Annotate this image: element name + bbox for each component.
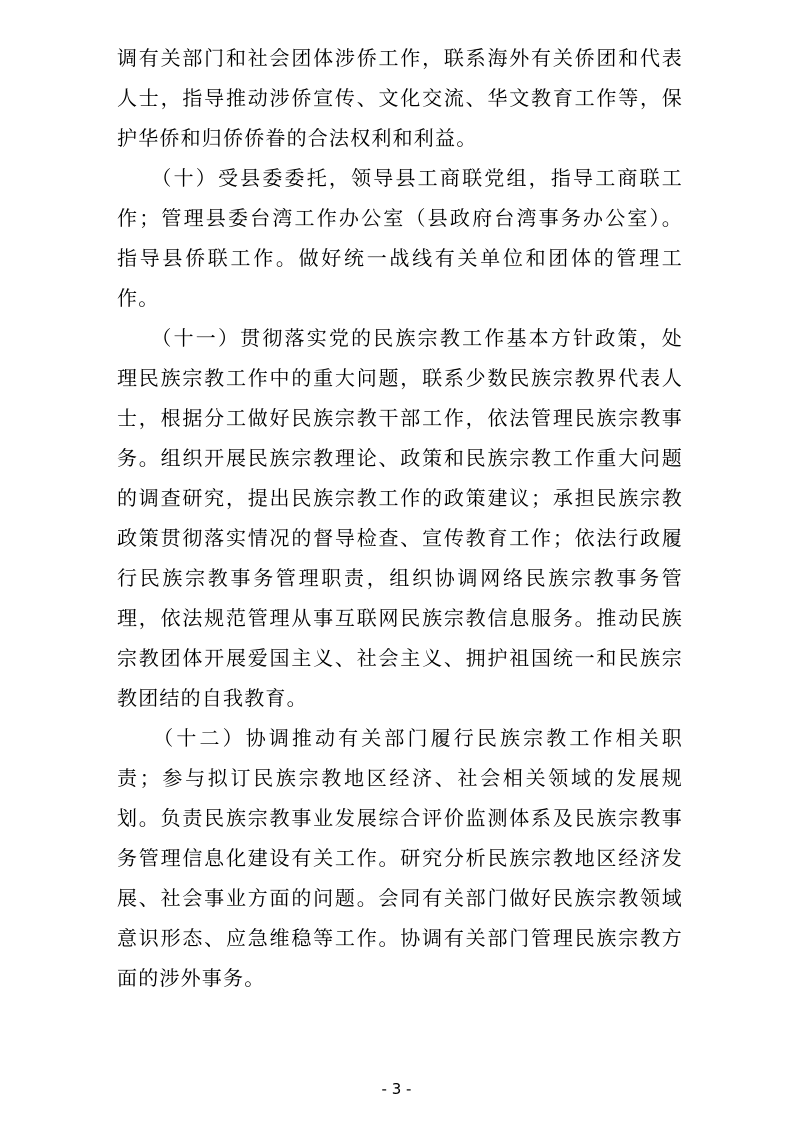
- text-line: 责；参与拟订民族宗教地区经济、社会相关领域的发展规: [117, 766, 683, 790]
- page-number: - 3 -: [381, 1080, 412, 1098]
- text-line: 调有关部门和社会团体涉侨工作，联系海外有关侨团和代表: [117, 46, 683, 70]
- text-line: 士，根据分工做好民族宗教干部工作，依法管理民族宗教事: [117, 406, 683, 430]
- text-line: 意识形态、应急维稳等工作。协调有关部门管理民族宗教方: [117, 926, 683, 950]
- text-line: （十）受县委委托，领导县工商联党组，指导工商联工: [117, 166, 683, 190]
- text-line: （十二）协调推动有关部门履行民族宗教工作相关职: [117, 726, 683, 750]
- text-line: 人士，指导推动涉侨宣传、文化交流、华文教育工作等，保: [117, 86, 683, 110]
- text-line: 的调查研究，提出民族宗教工作的政策建议；承担民族宗教: [117, 486, 683, 510]
- text-line: 划。负责民族宗教事业发展综合评价监测体系及民族宗教事: [117, 806, 683, 830]
- text-line: 展、社会事业方面的问题。会同有关部门做好民族宗教领域: [117, 886, 683, 910]
- text-line: 宗教团体开展爱国主义、社会主义、拥护祖国统一和民族宗: [117, 646, 683, 670]
- text-line: 政策贯彻落实情况的督导检查、宣传教育工作；依法行政履: [117, 526, 683, 550]
- text-line: 理民族宗教工作中的重大问题，联系少数民族宗教界代表人: [117, 366, 683, 390]
- body-text: [117, 38, 683, 998]
- text-line: 理，依法规范管理从事互联网民族宗教信息服务。推动民族: [117, 606, 683, 630]
- paragraph-item-12: [117, 718, 683, 998]
- paragraph-overseas-chinese-continued: [117, 38, 683, 158]
- text-line: 指导县侨联工作。做好统一战线有关单位和团体的管理工: [117, 246, 683, 270]
- text-line: 行民族宗教事务管理职责，组织协调网络民族宗教事务管: [117, 566, 683, 590]
- paragraph-item-11: [117, 318, 683, 718]
- text-line: 护华侨和归侨侨眷的合法权利和利益。: [117, 126, 478, 150]
- text-line: 教团结的自我教育。: [117, 686, 308, 710]
- text-line: 面的涉外事务。: [117, 966, 266, 990]
- text-line: 作；管理县委台湾工作办公室（县政府台湾事务办公室）。: [117, 206, 683, 230]
- text-line: 务管理信息化建设有关工作。研究分析民族宗教地区经济发: [117, 846, 683, 870]
- text-line: （十一）贯彻落实党的民族宗教工作基本方针政策，处: [117, 326, 683, 350]
- paragraph-item-10: [117, 158, 683, 318]
- text-line: 作。: [117, 286, 160, 310]
- text-line: 务。组织开展民族宗教理论、政策和民族宗教工作重大问题: [117, 446, 683, 470]
